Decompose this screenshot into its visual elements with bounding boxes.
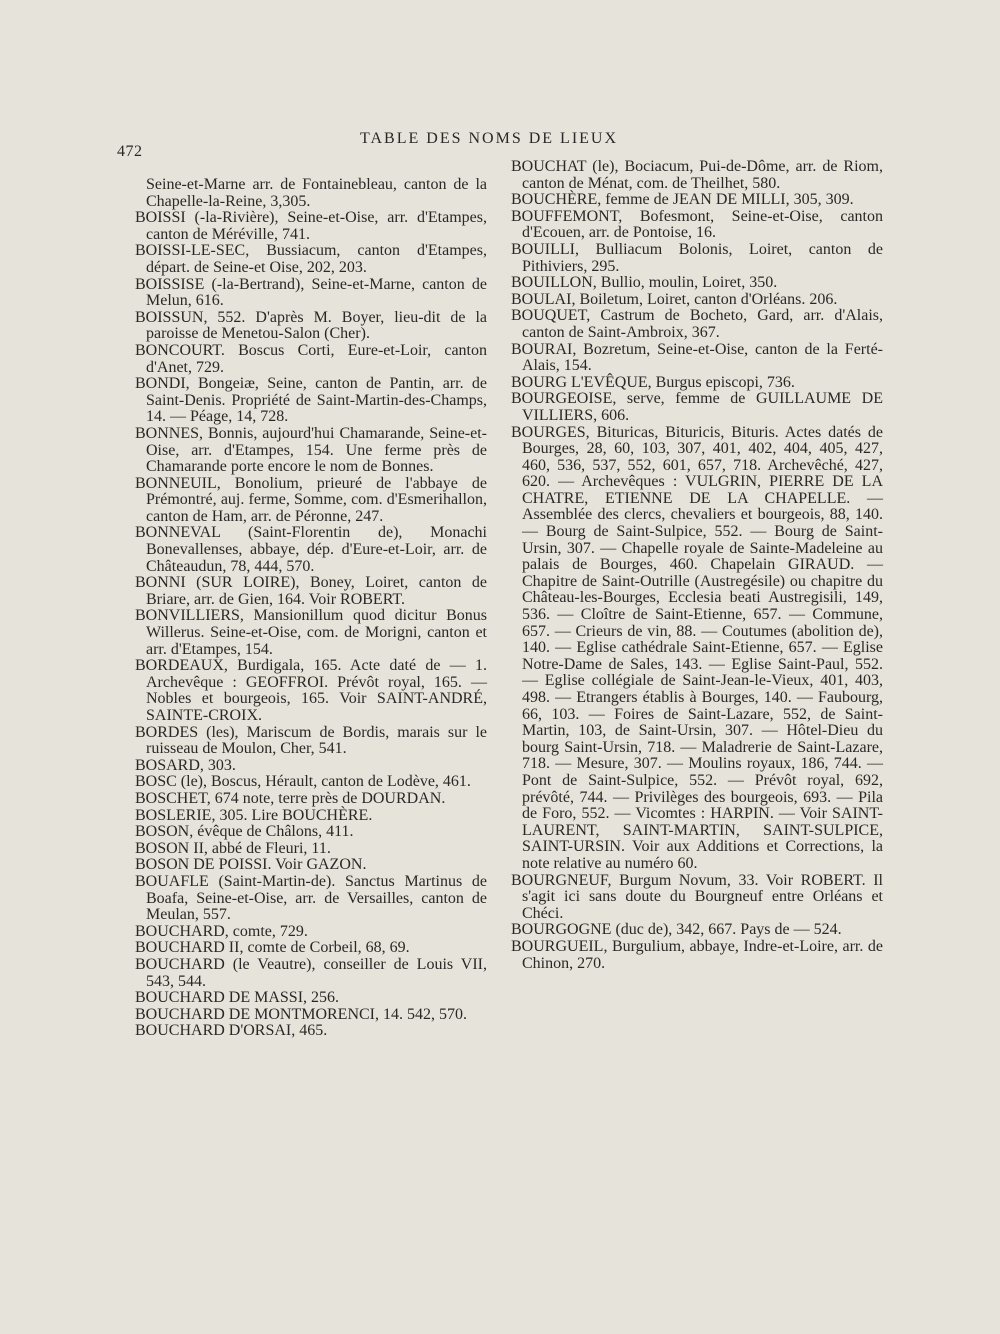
index-entry: BOUCHAT (le), Bociacum, Pui-de-Dôme, arr. de Riom, canton de Ménat, com. de Theilhet, 580. (511, 158, 883, 192)
index-entry: BOULAI, Boiletum, Loiret, canton d'Orléans. 206. (511, 290, 838, 308)
index-entry: BONNEVAL (Saint-Florentin de), Monachi Bonevallenses, abbaye, dép. d'Eure-et-Loir, arr. de Châteaudun, 78, 444, 570. (135, 524, 487, 575)
index-entry: Seine-et-Marne arr. de Fontainebleau, canton de la Chapelle-la-Reine, 3,305. (146, 176, 487, 210)
index-entry: BOURGOGNE (duc de), 342, 667. Pays de — 524. (511, 921, 842, 939)
index-entry: BOISSUN, 552. D'après M. Boyer, lieu-dit de la paroisse de Menetou-Salon (Cher). (135, 308, 487, 343)
index-entry: BOUCHÈRE, femme de JEAN DE MILLI, 305, 309. (511, 191, 854, 209)
index-entry: BONNI (SUR LOIRE), Boney, Loiret, canton de Briare, arr. de Gien, 164. Voir ROBERT. (135, 574, 487, 608)
index-entry: BOISSI-LE-SEC, Bussiacum, canton d'Etampes, départ. de Seine-et Oise, 202, 203. (135, 242, 487, 276)
index-entry: BOUCHARD II, comte de Corbeil, 68, 69. (135, 939, 410, 957)
index-entry: BOSLERIE, 305. Lire BOUCHÈRE. (135, 806, 373, 824)
index-entry: BOURG L'EVÊQUE, Burgus episcopi, 736. (511, 373, 795, 391)
index-entry: BOUCHARD DE MASSI, 256. (135, 989, 340, 1007)
index-entry: BOURGES, Bituricas, Bituricis, Bituris. Actes datés de Bourges, 28, 60, 103, 307, 401, 402, 404, 405, 427, 460, 536, 537, 552, 601, 657, 718. Archevêché, 427, 620. — Archevêques : VULGRIN, PIERRE DE LA CHATRE, ETIENNE DE LA CHAPELLE. — Assemblée des clercs, chevaliers et bourgeois, 88, 140. — Bourg de Saint-Sulpice, 552. — Bourg de Saint-Ursin, 307. — Chapelle royale de Sainte-Madeleine au palais de Bourges, 460. Chapelain GIRAUD. — Chapitre de Saint-Outrille (Austregésile) ou chapitre du Château-les-Bourges, Ecclesia beati Austregisili, 149, 536. — Cloître de Saint-Etienne, 657. — Commune, 657. — Crieurs de vin, 88. — Coutumes (abolition de), 140. — Eglise cathédrale Saint-Etienne, 657. — Eglise Notre-Dame de Sales, 143. — Eglise Saint-Paul, 552. — Eglise collégiale de Saint-Jean-le-Vieux, 401, 403, 498. — Etrangers établis à Bourges, 140. — Faubourg, 66, 103. — Foires de Saint-Lazare, 552, de Saint-Martin, 103, de Saint-Ursin, 307. — Hôtel-Dieu du bourg Saint-Ursin, 718. — Maladrerie de Saint-Lazare, 718. — Mesure, 307. — Moulins royaux, 186, 744. — Pont de Saint-Sulpice, 552. — Prévôt royal, 692, prévôté, 744. — Privilèges des bourgeois, 693. — Pila de Foro, 552. — Vicomtes : HARPIN. — Voir SAINT-LAURENT, SAINT-MARTIN, SAINT-SULPICE, SAINT-URSIN. Voir aux Additions et Corrections, la note relative au numéro 60. (511, 423, 883, 872)
index-entry: BOISSISE (-la-Bertrand), Seine-et-Marne, canton de Melun, 616. (135, 275, 487, 310)
index-entry: BOSC (le), Boscus, Hérault, canton de Lodève, 461. (135, 773, 471, 791)
index-entry: BORDEAUX, Burdigala, 165. Acte daté de — 1. Archevêque : GEOFFROI. Prévôt royal, 165. — Nobles et bourgeois, 165. Voir SAINT-ANDRÉ, SAINTE-CROIX. (135, 657, 487, 724)
running-title: TABLE DES NOMS DE LIEUX (360, 130, 619, 147)
index-entry: BOSCHET, 674 note, terre près de DOURDAN. (135, 789, 446, 807)
index-entry: BOUCHARD, comte, 729. (135, 922, 308, 940)
index-entry: BONNEUIL, Bonolium, prieuré de l'abbaye de Prémontré, auj. ferme, Somme, com. d'Esmerihallon, canton de Ham, arr. de Péronne, 247. (135, 474, 487, 525)
index-entry: BOUCHARD DE MONTMORENCI, 14. 542, 570. (135, 1005, 468, 1023)
index-entry: BOUFFEMONT, Bofesmont, Seine-et-Oise, canton d'Ecouen, arr. de Pontoise, 16. (511, 207, 883, 242)
index-entry: BOURGEOISE, serve, femme de GUILLAUME DE VILLIERS, 606. (511, 390, 883, 424)
index-entry: BOSON II, abbé de Fleuri, 11. (135, 839, 331, 857)
index-entry: BORDES (les), Mariscum de Bordis, marais sur le ruisseau de Moulon, Cher, 541. (135, 723, 487, 758)
index-entry: BOURGNEUF, Burgum Novum, 33. Voir ROBERT. Il s'agit ici sans doute du Bourgneuf entre Orléans et Chéci. (511, 871, 883, 922)
index-entry: BOSON, évêque de Châlons, 411. (135, 823, 354, 841)
index-entry: BOUILLON, Bullio, moulin, Loiret, 350. (511, 274, 778, 292)
index-entry: BOUCHARD D'ORSAI, 465. (135, 1022, 328, 1040)
index-entry: BOURGUEIL, Burgulium, abbaye, Indre-et-Loire, arr. de Chinon, 270. (511, 937, 883, 972)
index-entry: BOUILLI, Bulliacum Bolonis, Loiret, canton de Pithiviers, 295. (511, 240, 883, 275)
index-entry: BOUQUET, Castrum de Bocheto, Gard, arr. d'Alais, canton de Saint-Ambroix, 367. (511, 307, 883, 341)
index-entry: BONDI, Bongeiæ, Seine, canton de Pantin, arr. de Saint-Denis. Propriété de Saint-Martin-des-Champs, 14. — Péage, 14, 728. (135, 375, 487, 426)
index-entry: BOSARD, 303. (135, 756, 236, 774)
index-entry: BOUAFLE (Saint-Martin-de). Sanctus Martinus de Boafa, Seine-et-Oise, arr. de Versailles, canton de Meulan, 557. (135, 872, 487, 924)
index-entry: BOISSI (-la-Rivière), Seine-et-Oise, arr. d'Etampes, canton de Méréville, 741. (135, 209, 487, 243)
index-entry: BONNES, Bonnis, aujourd'hui Chamarande, Seine-et-Oise, arr. d'Etampes, 154. Une ferme près de Chamarande porte encore le nom de Bonnes. (135, 424, 487, 476)
index-entry: BONVILLIERS, Mansionillum quod dicitur Bonus Willerus. Seine-et-Oise, com. de Morigni, canton et arr. d'Etampes, 154. (135, 607, 487, 658)
right-column (511, 159, 883, 972)
index-entry: BOURAI, Bozretum, Seine-et-Oise, canton de la Ferté-Alais, 154. (511, 340, 883, 375)
index-entry: BONCOURT. Boscus Corti, Eure-et-Loir, canton d'Anet, 729. (135, 341, 487, 376)
page-number: 472 (117, 143, 143, 160)
left-column (135, 177, 487, 1040)
index-entry: BOSON DE POISSI. Voir GAZON. (135, 856, 367, 874)
index-entry: BOUCHARD (le Veautre), conseiller de Louis VII, 543, 544. (135, 955, 487, 990)
